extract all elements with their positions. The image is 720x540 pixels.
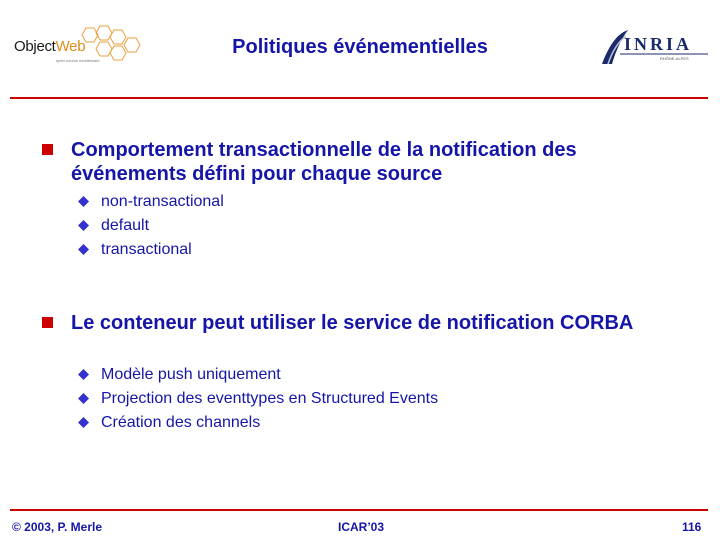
diamond-bullet-icon [78,196,89,207]
bullet-text: non-transactional [101,193,224,210]
diamond-bullet-icon [78,417,89,428]
inria-tagline: RHÔNE-ALPES [660,56,689,61]
footer-page-number: 116 [682,520,702,534]
bullet-text: transactional [101,241,192,258]
diamond-bullet-icon [78,369,89,380]
inria-logo [598,28,710,68]
diamond-bullet-icon [78,220,89,231]
bullet-text: Création des channels [101,414,261,431]
bullet-text: Comportement transactionnelle de la notification des événements défini pour chaque source [71,139,577,185]
bullet-text: Modèle push uniquement [101,366,281,383]
header-divider [10,97,708,99]
diamond-bullet-icon [78,393,89,404]
footer-event: ICAR’03 [338,520,385,534]
logo-wordmark: ObjectWeb [14,38,86,55]
slide-title: Politiques événementielles [232,36,488,58]
objectweb-logo [14,24,144,76]
square-bullet-icon [42,144,53,155]
logo-tagline: open source middleware [56,58,100,63]
square-bullet-icon [42,317,53,328]
footer-copyright: © 2003, P. Merle [12,520,103,534]
inria-wordmark: INRIA [624,34,693,54]
bullet-text: Projection des eventtypes en Structured Events [101,390,439,407]
diamond-bullet-icon [78,244,89,255]
bullet-text: Le conteneur peut utiliser le service de notification CORBA [71,312,634,334]
bullet-text: default [101,217,150,234]
footer-divider [10,509,708,511]
